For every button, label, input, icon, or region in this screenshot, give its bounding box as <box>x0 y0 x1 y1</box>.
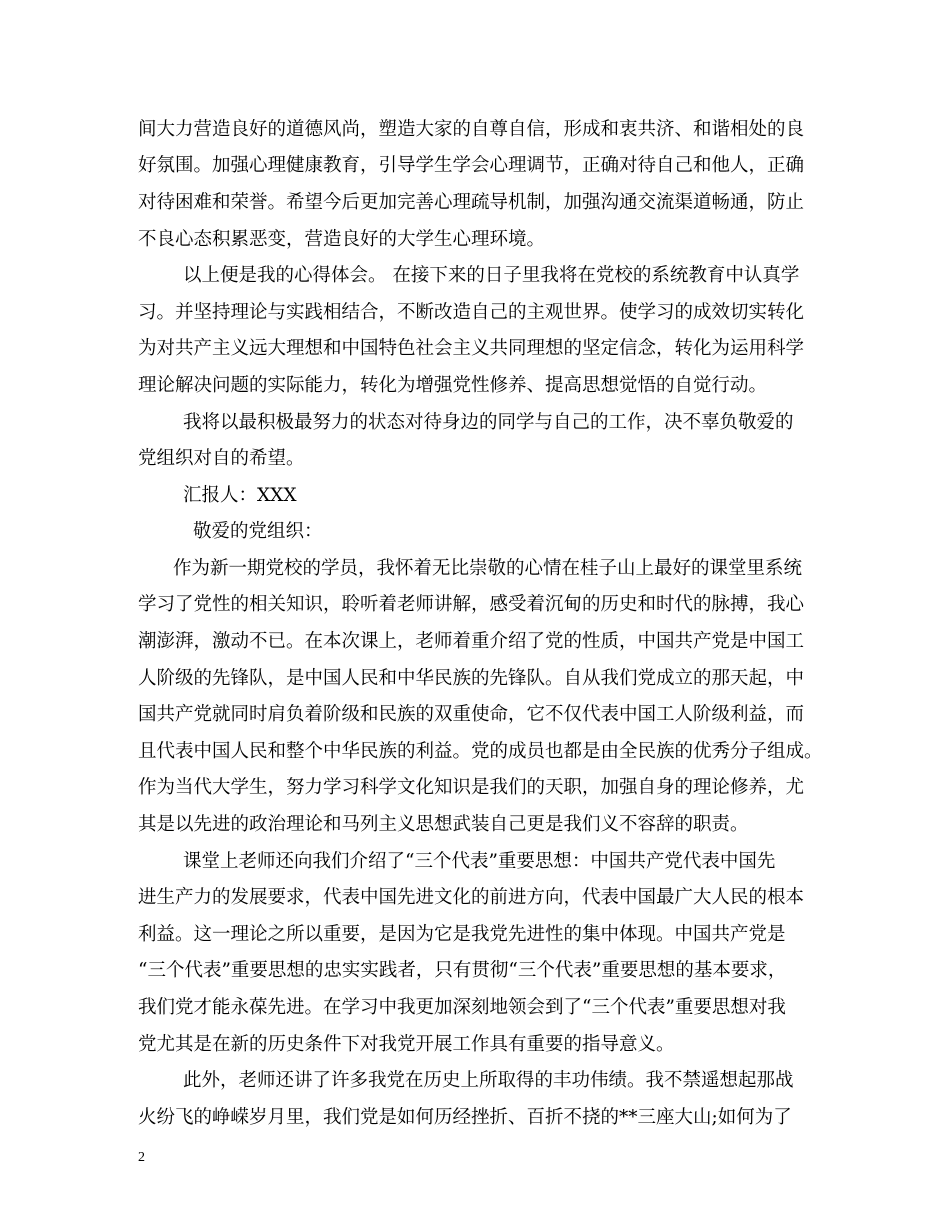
text-line: 以上便是我的心得体会。 在接下来的日子里我将在党校的系统教育中认真学 <box>183 265 800 286</box>
text-line: 潮澎湃，激动不已。在本次课上，老师着重介绍了党的性质，中国共产党是中国工 <box>138 631 805 652</box>
salutation: 敬爱的党组织： <box>193 521 323 542</box>
text-line: 为对共产主义远大理想和中国特色社会主义共同理想的坚定信念，转化为运用科学 <box>138 338 805 359</box>
text-line: 党尤其是在新的历史条件下对我党开展工作具有重要的指导意义。 <box>138 1034 675 1055</box>
text-line: 人阶级的先锋队，是中国人民和中华民族的先锋队。自从我们党成立的那天起，中 <box>138 668 805 689</box>
text-line: 作为当代大学生，努力学习科学文化知识是我们的天职，加强自身的理论修养，尤 <box>138 777 805 798</box>
text-line: 利益。这一理论之所以重要，是因为它是我党先进性的集中体现。中国共产党是 <box>138 924 786 945</box>
text-line: 理论解决问题的实际能力，转化为增强党性修养、提高思想觉悟的自觉行动。 <box>138 375 768 396</box>
text-line: 我将以最积极最努力的状态对待身边的同学与自己的工作，决不辜负敬爱的 <box>183 412 794 433</box>
text-line: 作为新一期党校的学员，我怀着无比崇敬的心情在桂子山上最好的课堂里系统 <box>173 558 803 579</box>
signature-line: 汇报人：XXX <box>183 485 297 506</box>
text-line: 且代表中国人民和整个中华民族的利益。党的成员也都是由全民族的优秀分子组成。 <box>138 741 823 762</box>
text-line: 我们党才能永葆先进。在学习中我更加深刻地领会到了“三个代表”重要思想对我 <box>138 997 786 1018</box>
page-number: 2 <box>138 1150 145 1165</box>
text-line: 党组织对自的希望。 <box>138 448 305 469</box>
text-line: 进生产力的发展要求，代表中国先进文化的前进方向，代表中国最广大人民的根本 <box>138 887 805 908</box>
text-line: 此外，老师还讲了许多我党在历史上所取得的丰功伟绩。我不禁遥想起那战 <box>183 1070 794 1091</box>
text-line: 其是以先进的政治理论和马列主义思想武装自己更是我们义不容辞的职责。 <box>138 814 749 835</box>
text-line: 国共产党就同时肩负着阶级和民族的双重使命，它不仅代表中国工人阶级利益，而 <box>138 704 805 725</box>
text-line: 间大力营造良好的道德风尚，塑造大家的自尊自信，形成和衷共济、和谐相处的良 <box>138 119 805 140</box>
text-line: “三个代表”重要思想的忠实实践者，只有贯彻“三个代表”重要思想的基本要求， <box>138 960 787 981</box>
text-line: 好氛围。加强心理健康教育，引导学生学会心理调节，正确对待自己和他人，正确 <box>138 155 805 176</box>
text-line: 课堂上老师还向我们介绍了“三个代表”重要思想：中国共产党代表中国先 <box>183 851 776 872</box>
text-line: 不良心态积累恶变，营造良好的大学生心理环境。 <box>138 229 546 250</box>
text-line: 火纷飞的峥嵘岁月里，我们党是如何历经挫折、百折不挠的**三座大山;如何为了 <box>138 1107 792 1128</box>
text-line: 对待困难和荣誉。希望今后更加完善心理疏导机制，加强沟通交流渠道畅通，防止 <box>138 192 805 213</box>
text-line: 习。并坚持理论与实践相结合，不断改造自己的主观世界。使学习的成效切实转化 <box>138 302 805 323</box>
text-line: 学习了党性的相关知识，聆听着老师讲解，感受着沉甸的历史和时代的脉搏，我心 <box>138 594 805 615</box>
